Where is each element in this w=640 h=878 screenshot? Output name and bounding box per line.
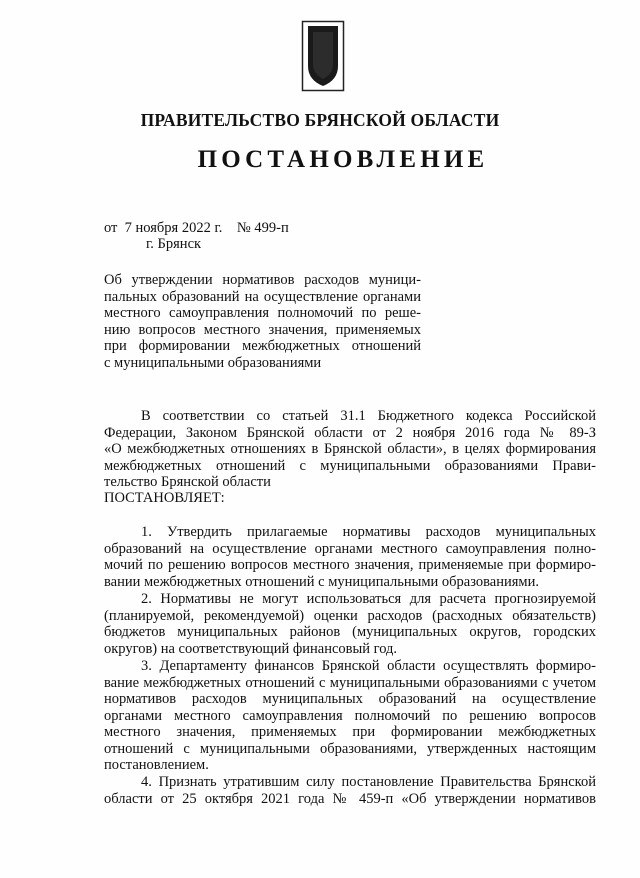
paragraph-line: нормативов расходов муниципальных образований на осуществление — [104, 691, 596, 707]
document-date: от 7 ноября 2022 г. — [104, 220, 223, 236]
preamble-line: тельство Брянской области — [104, 474, 271, 490]
paragraph-line: 3. Департаменту финансов Брянской области осуществлять формиро- — [141, 658, 596, 674]
preamble-line: межбюджетных отношений с муниципальными образованиями Прави- — [104, 457, 596, 474]
paragraph-1 — [104, 524, 596, 590]
document-subject — [104, 272, 421, 371]
document-number: № 499-п — [236, 220, 289, 236]
paragraph-line: 4. Признать утратившим силу постановление Правительства Брянской — [141, 774, 596, 790]
resolves-heading: ПОСТАНОВЛЯЕТ: — [104, 490, 225, 506]
preamble-line: «О межбюджетных отношениях в Брянской области», в целях формирования — [104, 441, 596, 457]
paragraph-line: отношений с муниципальными образованиями, утвержденных настоящим — [104, 740, 596, 757]
paragraph-line: вании межбюджетных отношений с муниципальными образованиями. — [104, 573, 539, 590]
subject-line: нию вопросов местного значения, применяемых — [104, 321, 421, 338]
paragraph-line: 2. Нормативы не могут использоваться для расчета прогнозируемой — [141, 591, 596, 607]
paragraph-line: (планируемой, рекомендуемой) оценки расходов (расходных обязательств) — [104, 607, 596, 624]
document-city: г. Брянск — [146, 236, 202, 252]
preamble-paragraph — [104, 408, 596, 491]
paragraph-2 — [104, 591, 596, 657]
paragraph-line: 1. Утвердить прилагаемые нормативы расходов муниципальных — [141, 524, 596, 540]
paragraph-line: вание межбюджетных отношений с муниципальными образованиями с учетом — [104, 674, 596, 691]
subject-line: местного самоуправления полномочий по реше- — [104, 305, 421, 321]
document-type-title: ПОСТАНОВЛЕНИЕ — [197, 146, 489, 173]
subject-line: Об утверждении нормативов расходов муници- — [104, 272, 421, 288]
preamble-line: Федерации, Законом Брянской области от 2 ноября 2016 года № 89-З — [104, 424, 596, 441]
paragraph-line: бюджетов муниципальных районов (муниципальных округов, городских — [104, 624, 596, 640]
paragraph-line: образований на осуществление органами местного самоуправления полно- — [104, 540, 596, 557]
subject-line: с муниципальными образованиями — [104, 354, 322, 371]
paragraph-line: мочий по решению вопросов местного значения, применяемые при формиро- — [104, 557, 596, 573]
paragraph-line: органами местного самоуправления полномочий по решению вопросов — [104, 707, 596, 724]
paragraph-3 — [104, 658, 596, 774]
paragraph-4 — [104, 774, 596, 807]
subject-line: пальных образований на осуществление органами — [104, 288, 421, 305]
paragraph-line: области от 25 октября 2021 года № 459-п «Об утверждении нормативов — [104, 790, 596, 807]
subject-line: при формировании межбюджетных отношений — [104, 338, 421, 354]
paragraph-line: постановлением. — [104, 757, 209, 773]
organization-title: ПРАВИТЕЛЬСТВО БРЯНСКОЙ ОБЛАСТИ — [140, 110, 500, 130]
paragraph-line: местного значения, применяемых при формировании межбюджетных — [104, 724, 596, 740]
document-date-number — [104, 220, 289, 237]
preamble-line: В соответствии со статьей 31.1 Бюджетного кодекса Российской — [141, 408, 596, 424]
coat-of-arms-icon — [301, 20, 345, 92]
paragraph-line: округов) на соответствующий финансовый год. — [104, 640, 398, 657]
